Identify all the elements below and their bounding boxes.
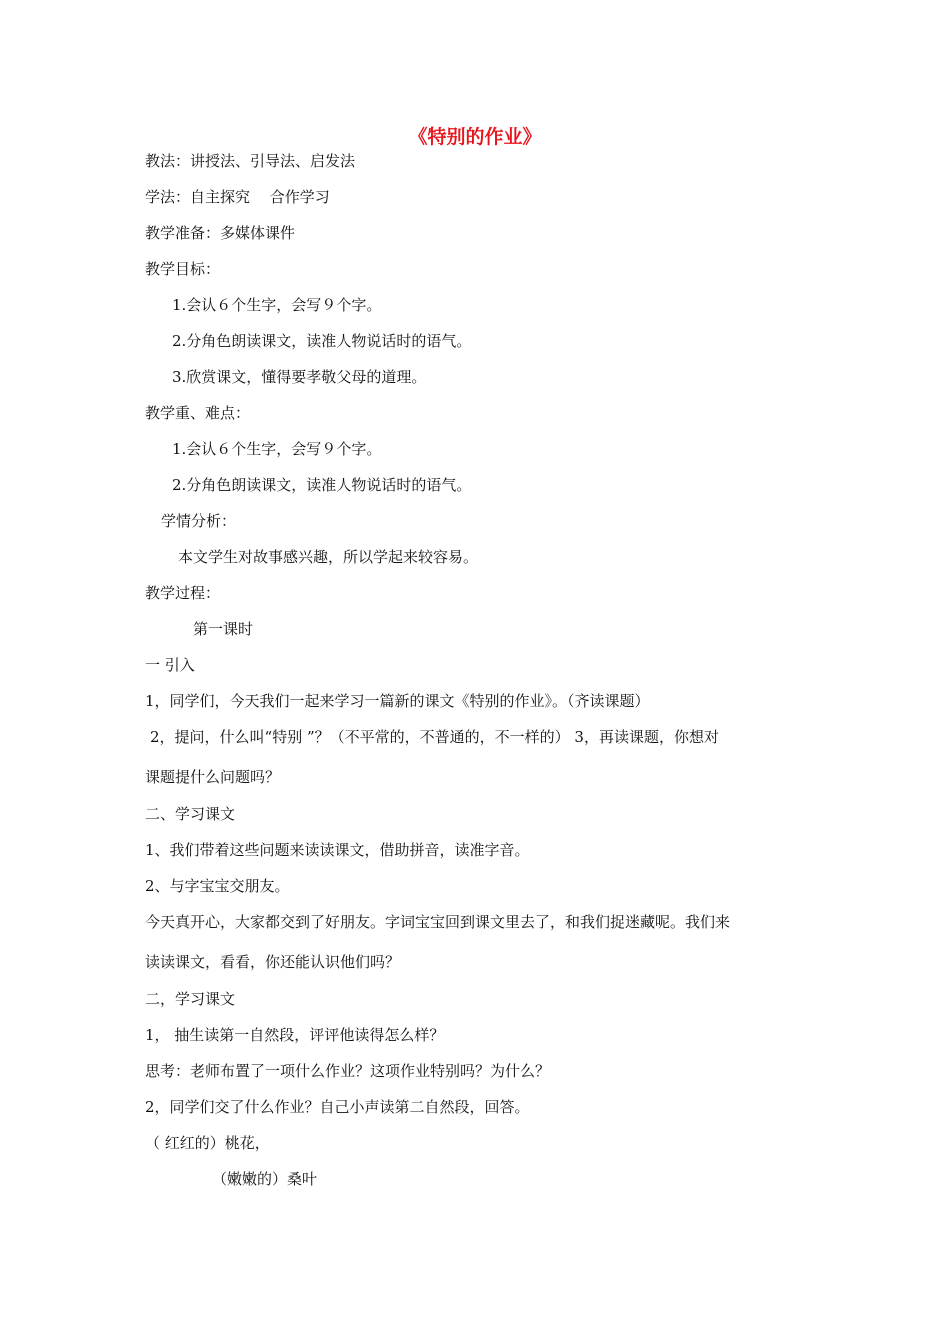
learning-method-line: 学法：自主探究 合作学习 (145, 188, 330, 206)
answer-mulberry-leaf: （嫩嫩的）桑叶 (212, 1170, 318, 1188)
study-step-2: 2、与字宝宝交朋友。 (145, 877, 290, 895)
answer-peach-blossom: （ 红红的）桃花， (145, 1134, 270, 1152)
objective-item-3: 3.欣赏课文，懂得要孝敬父母的道理。 (172, 368, 427, 386)
teaching-method-line: 教法：讲授法、引导法、启发法 (145, 152, 356, 170)
reading-step-1: 1， 抽生读第一自然段，评评他读得怎么样？ (145, 1026, 445, 1044)
key-points-heading: 教学重、难点： (145, 404, 251, 422)
document-title: 《特别的作业》 (408, 126, 542, 148)
section-study-heading-2: 二，学习课文 (145, 990, 236, 1008)
key-point-item-2: 2.分角色朗读课文，读准人物说话时的语气。 (172, 476, 472, 494)
intro-step-2-3: 2，提问，什么叫“特别 ”？（不平常的，不普通的，不一样的） 3，再读课题，你想对 (150, 728, 719, 746)
preparation-line: 教学准备：多媒体课件 (145, 224, 296, 242)
process-heading: 教学过程： (145, 584, 221, 602)
intro-step-1: 1，同学们，今天我们一起来学习一篇新的课文《特别的作业》。（齐读课题） (145, 692, 650, 710)
objective-item-1: 1.会认６个生字，会写９个字。 (172, 296, 382, 314)
analysis-heading: 学情分析： (161, 512, 237, 530)
study-paragraph-continued: 读读课文，看看，你还能认识他们吗？ (145, 953, 401, 971)
study-paragraph: 今天真开心，大家都交到了好朋友。字词宝宝回到课文里去了，和我们捉迷藏呢。我们来 (145, 913, 731, 931)
section-study-heading: 二、学习课文 (145, 805, 236, 823)
objective-item-2: 2.分角色朗读课文，读准人物说话时的语气。 (172, 332, 472, 350)
reading-step-2: 2，同学们交了什么作业？自己小声读第二自然段，回答。 (145, 1098, 530, 1116)
intro-step-3-continued: 课题提什么问题吗？ (145, 768, 281, 786)
analysis-text: 本文学生对故事感兴趣，所以学起来较容易。 (178, 548, 479, 566)
study-step-1: 1、我们带着这些问题来读读课文，借助拼音，读准字音。 (145, 841, 530, 859)
lesson-one-heading: 第一课时 (193, 620, 254, 638)
objectives-heading: 教学目标： (145, 260, 221, 278)
key-point-item-1: 1.会认６个生字，会写９个字。 (172, 440, 382, 458)
thinking-question: 思考：老师布置了一项什么作业？这项作业特别吗？为什么？ (145, 1062, 551, 1080)
section-intro-heading: 一 引入 (145, 656, 195, 674)
